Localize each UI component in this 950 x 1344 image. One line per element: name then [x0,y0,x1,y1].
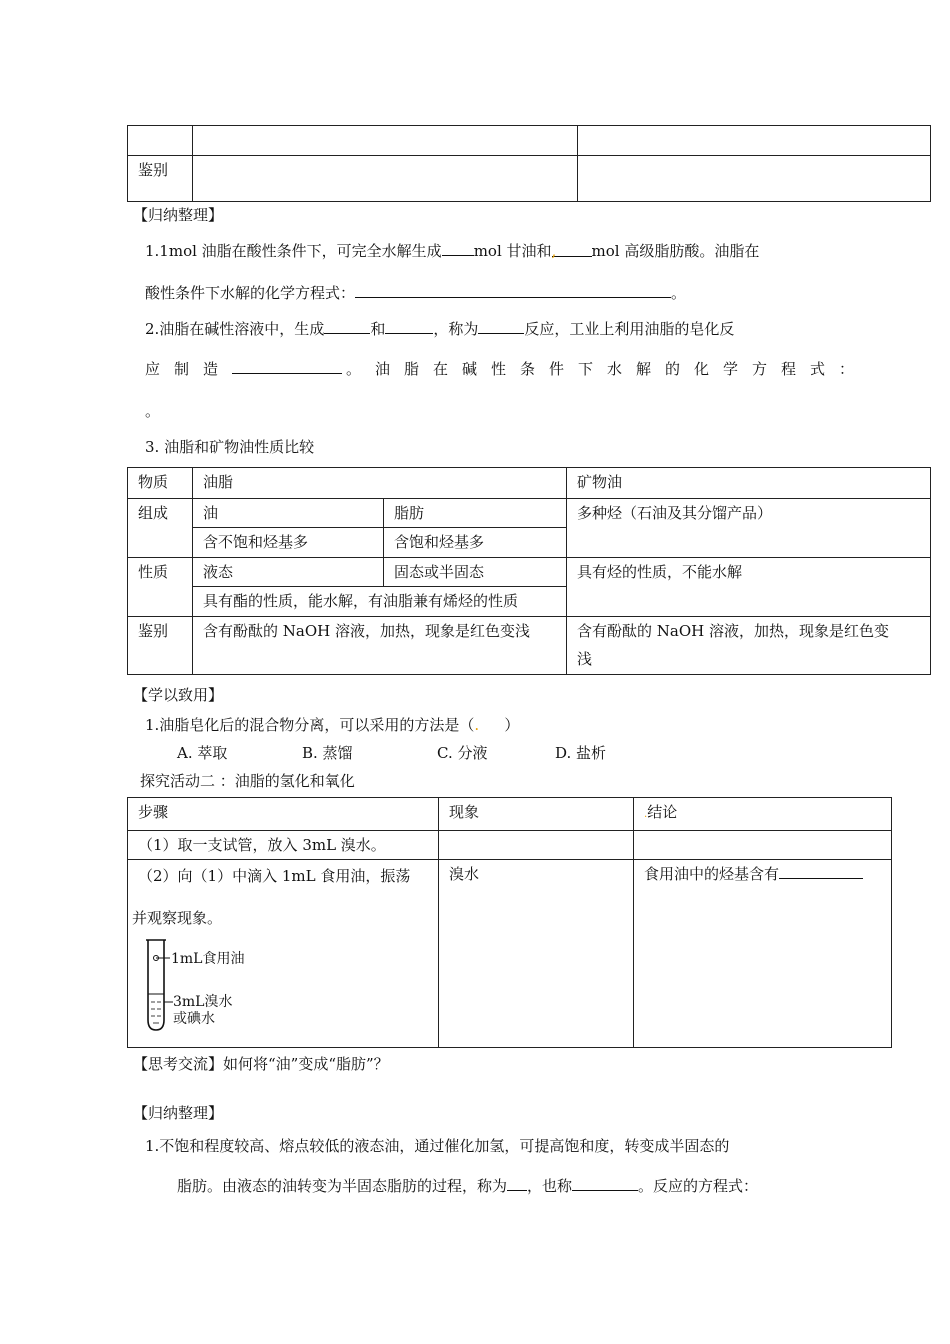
text: mol 高级脂肪酸。油脂在 [591,242,760,260]
think-heading: 【思考交流】如何将“油”变成“脂肪”？ [133,1055,389,1073]
fill-blank[interactable] [324,319,370,334]
activity2-title: 探究活动二 ：油脂的氢化和氧化 [140,772,355,790]
text: 浅 [577,650,593,668]
cell-conclusion-header: .结论 [634,798,892,831]
text: 含有酚酞的 NaOH 溶液，加热，现象是红色变 [577,622,889,640]
cell-fat-composition: 含饱和烃基多 [384,528,567,558]
figure-label-iodine: 或碘水 [173,1011,215,1027]
bromine-water-hatch [151,1002,161,1023]
fill-blank[interactable] [507,1176,527,1191]
option-d[interactable]: D. 盐析 [555,744,607,762]
cell-phenomenon-2: 溴水 [439,860,634,1048]
cell-conclusion-1 [634,831,892,860]
text: 食用油中的烃基含有 [644,865,780,883]
cell-composition: 组成 [128,499,193,558]
cell-oilfat-identify: 含有酚酞的 NaOH 溶液，加热，现象是红色变浅 [193,617,567,675]
text: （2）向（1）中滴入 1mL 食用油，振荡 [138,867,411,885]
top-table-cell [193,156,578,202]
cell-mineral-composition [567,499,931,558]
top-table-cell [578,126,931,156]
summary-item-3: 3. 油脂和矿物油性质比较 [145,438,315,456]
apply-question-1 [145,714,519,735]
fill-blank[interactable] [442,241,474,256]
summary2-line-2 [177,1175,758,1196]
summary-item-2-cont [145,358,868,379]
text: 应制造 [145,360,233,378]
top-table [127,125,931,202]
fill-blank[interactable] [478,319,524,334]
cell-step-header: 步骤 [128,798,439,831]
text: ，也称 [527,1177,573,1195]
text: 1.1mol 油脂在酸性条件下，可完全水解生成 [145,242,442,260]
option-c[interactable]: C. 分液 [437,744,488,762]
cell-conclusion-2 [634,860,892,1048]
apply-heading: 【学以致用】 [133,686,224,704]
text: 1.油脂皂化后的混合物分离，可以采用的方法是（ [145,716,475,734]
cell-mineral-identify [567,617,931,675]
summary-heading: 【归纳整理】 [133,206,224,224]
text: mol 甘油和 [473,242,552,260]
test-tube-figure [140,936,270,1034]
answer-blank[interactable]: . [474,716,480,734]
text: 和 [370,320,386,338]
summary-item-1 [145,240,759,261]
text: 反应，工业上利用油脂的皂化反 [524,320,735,338]
cell-oil: 油 [193,499,384,528]
test-tube-icon [148,940,164,1030]
option-b[interactable]: B. 蒸馏 [302,744,353,762]
text: 脂肪。由液态的油转变为半固态脂肪的过程，称为 [177,1177,508,1195]
activity2-table [127,797,892,1048]
fill-blank[interactable] [232,359,342,374]
cell-step-1: （1）取一支试管，放入 3mL 溴水。 [128,831,439,860]
cell-substance: 物质 [128,468,193,499]
cell-oil-composition: 含不饱和烃基多 [193,528,384,558]
cell-fat: 脂肪 [384,499,567,528]
fill-blank[interactable] [385,319,433,334]
cell-phenomenon-1 [439,831,634,860]
top-table-cell [578,156,931,202]
cell-mineral: 矿物油 [567,468,931,499]
text: ） [504,716,520,734]
cell-shared-property: 具有酯的性质，能水解，有油脂兼有烯烃的性质 [193,587,567,617]
summary-item-2 [145,318,734,339]
figure-label-oil: 1mL食用油 [171,951,245,967]
summary2-heading [133,1102,223,1123]
cell-oil-fat: 油脂 [193,468,567,499]
cell-identify: 鉴别 [128,617,193,675]
fill-blank[interactable] [572,1176,638,1191]
top-table-row-label: 鉴别 [128,156,193,202]
fill-blank[interactable] [779,864,863,879]
summary-item-2-end: 。 [145,402,161,420]
text: ，称为 [433,320,479,338]
text: 结论 [647,803,678,821]
cell-property: 性质 [128,558,193,617]
text: 【归纳整理】 [133,1104,224,1122]
text: 并观察现象。 [132,909,223,927]
cell-mineral-property: 具有烃的性质，不能水解 [567,558,931,617]
cell-oil-property: 液态 [193,558,384,587]
top-table-cell [193,126,578,156]
text: 多种烃（石油及其分馏产品） [577,504,773,522]
cell-fat-property: 固态或半固态 [384,558,567,587]
fill-blank[interactable]: , [552,242,592,257]
text: 。 [671,284,687,302]
text: 2.油脂在碱性溶液中，生成 [145,320,325,338]
summary2-line-1: 1.不饱和程度较高、熔点较低的液态油，通过催化加氢，可提高饱和度，转变成半固态的 [145,1137,730,1155]
text: 。油脂在碱性条件下水解的化学方程式： [346,360,869,378]
figure-label-bromine: 3mL溴水 [173,994,233,1010]
text: 酸性条件下水解的化学方程式： [145,284,356,302]
option-a[interactable]: A. 萃取 [177,744,228,762]
compare-table [127,467,931,675]
cell-step-2 [128,860,439,1048]
top-table-cell [128,126,193,156]
summary-item-1-cont [145,282,686,303]
cell-phenomenon-header: 现象 [439,798,634,831]
fill-blank[interactable] [355,283,671,298]
text: 。反应的方程式： [638,1177,759,1195]
